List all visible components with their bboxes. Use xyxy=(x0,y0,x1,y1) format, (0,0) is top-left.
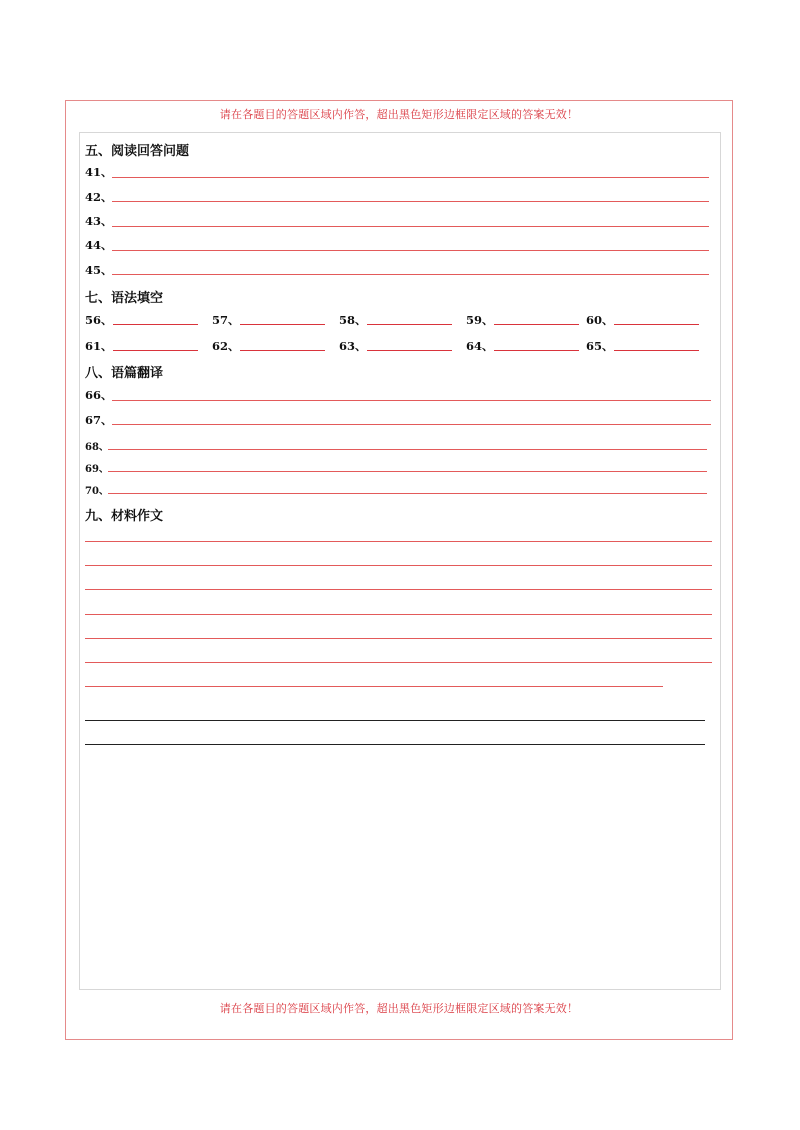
answer-line-41[interactable] xyxy=(112,177,709,178)
blank-57[interactable] xyxy=(240,324,325,325)
essay-line[interactable] xyxy=(85,541,712,542)
essay-line[interactable] xyxy=(85,614,712,615)
section-heading-essay: 九、材料作文 xyxy=(85,509,164,524)
question-number-68: 68、 xyxy=(85,442,109,453)
answer-line-44[interactable] xyxy=(112,250,709,251)
answer-line-70[interactable] xyxy=(108,493,707,494)
blank-60[interactable] xyxy=(614,324,699,325)
question-number-58: 58、 xyxy=(339,313,367,327)
section-heading-translation: 八、语篇翻译 xyxy=(85,366,164,381)
question-number-70: 70、 xyxy=(85,486,109,497)
answer-line-69[interactable] xyxy=(108,471,707,472)
answer-line-45[interactable] xyxy=(112,274,709,275)
question-number-56: 56、 xyxy=(85,313,113,327)
blank-58[interactable] xyxy=(367,324,452,325)
essay-line-black[interactable] xyxy=(85,720,705,721)
question-number-44: 44、 xyxy=(85,238,113,252)
answer-line-43[interactable] xyxy=(112,226,709,227)
question-number-43: 43、 xyxy=(85,214,113,228)
question-number-66: 66、 xyxy=(85,388,113,402)
question-number-62: 62、 xyxy=(212,339,240,353)
notice-bottom: 请在各题目的答题区域内作答，超出黑色矩形边框限定区域的答案无效！ xyxy=(219,1002,579,1015)
blank-61[interactable] xyxy=(113,350,198,351)
answer-area-border xyxy=(79,132,721,990)
question-number-64: 64、 xyxy=(466,339,494,353)
question-number-42: 42、 xyxy=(85,190,113,204)
question-number-63: 63、 xyxy=(339,339,367,353)
essay-line[interactable] xyxy=(85,662,712,663)
question-number-69: 69、 xyxy=(85,464,109,475)
essay-line[interactable] xyxy=(85,686,663,687)
answer-line-67[interactable] xyxy=(112,424,711,425)
question-number-60: 60、 xyxy=(586,313,614,327)
section-heading-reading: 五、阅读回答问题 xyxy=(85,144,190,159)
question-number-65: 65、 xyxy=(586,339,614,353)
blank-59[interactable] xyxy=(494,324,579,325)
essay-line[interactable] xyxy=(85,565,712,566)
answer-line-68[interactable] xyxy=(108,449,707,450)
question-number-67: 67、 xyxy=(85,413,113,427)
answer-line-66[interactable] xyxy=(112,400,711,401)
section-heading-grammar: 七、语法填空 xyxy=(85,291,164,306)
question-number-57: 57、 xyxy=(212,313,240,327)
answer-line-42[interactable] xyxy=(112,201,709,202)
essay-line-black[interactable] xyxy=(85,744,705,745)
notice-top: 请在各题目的答题区域内作答，超出黑色矩形边框限定区域的答案无效！ xyxy=(219,108,579,121)
blank-64[interactable] xyxy=(494,350,579,351)
question-number-45: 45、 xyxy=(85,263,113,277)
essay-line[interactable] xyxy=(85,589,712,590)
blank-65[interactable] xyxy=(614,350,699,351)
blank-62[interactable] xyxy=(240,350,325,351)
question-number-61: 61、 xyxy=(85,339,113,353)
blank-56[interactable] xyxy=(113,324,198,325)
essay-line[interactable] xyxy=(85,638,712,639)
question-number-59: 59、 xyxy=(466,313,494,327)
blank-63[interactable] xyxy=(367,350,452,351)
question-number-41: 41、 xyxy=(85,165,113,179)
